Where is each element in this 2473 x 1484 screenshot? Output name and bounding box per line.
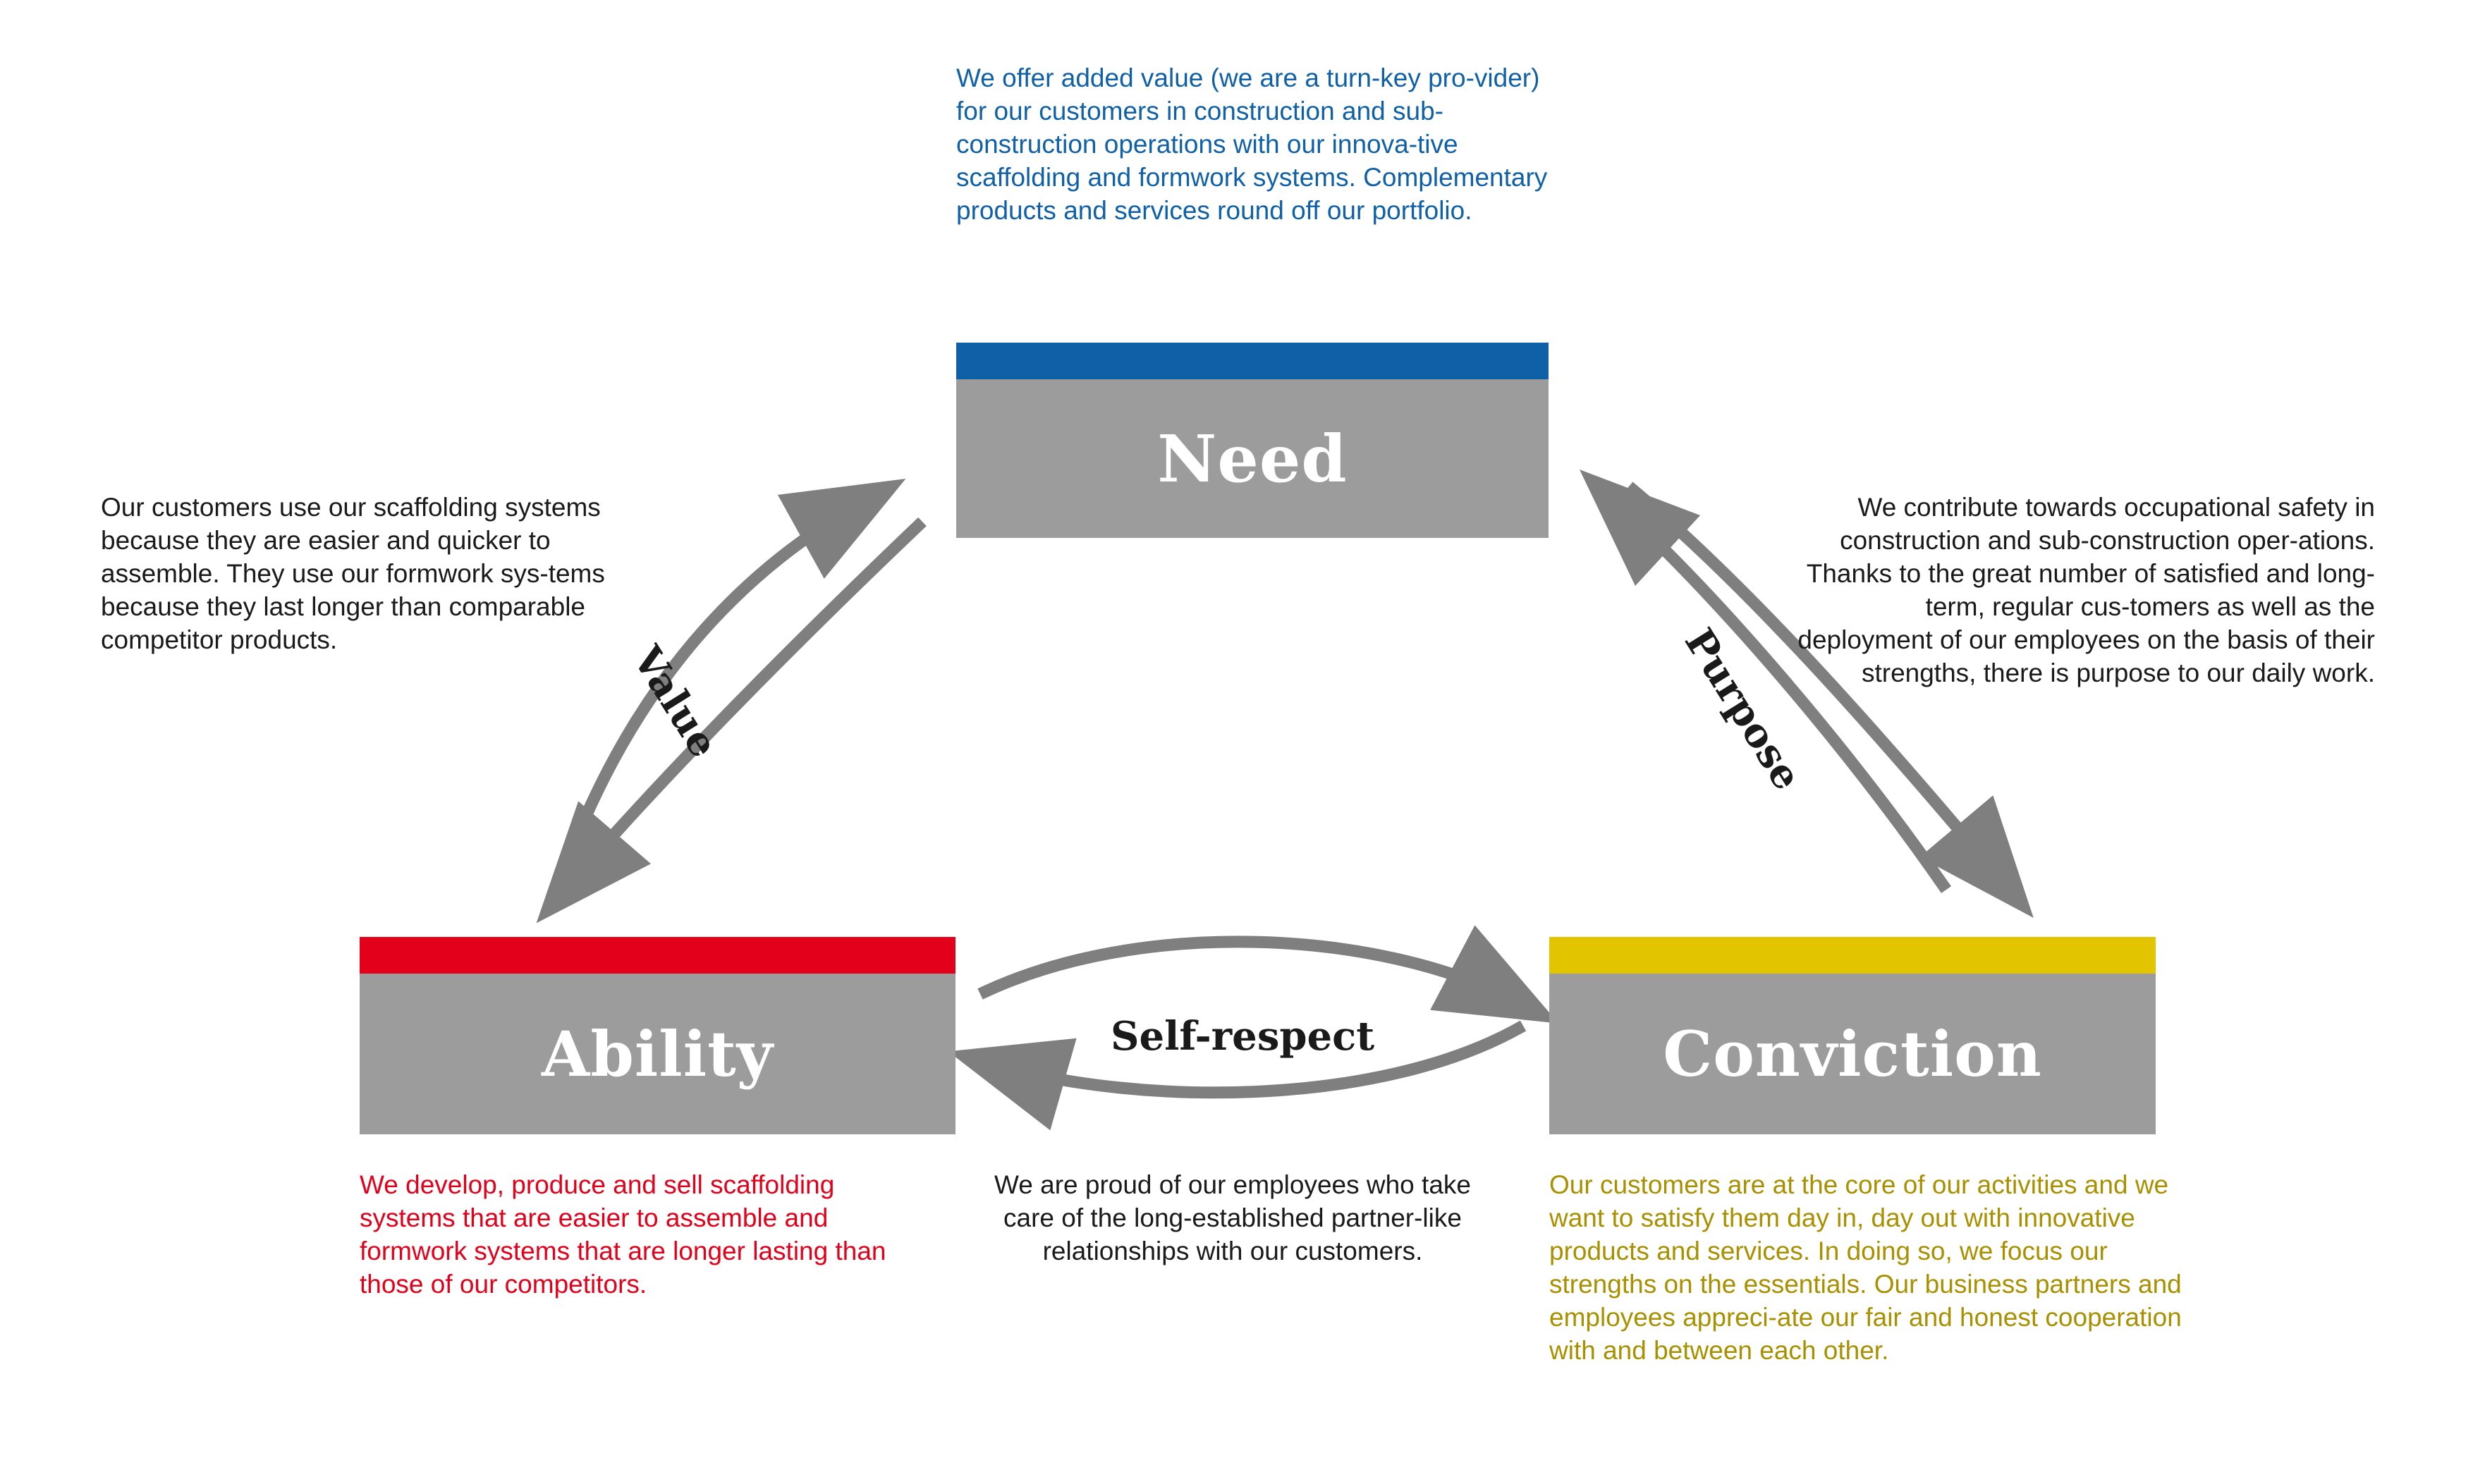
description-self-respect: We are proud of our employees who take care of the long-established partner-like relationships with our customers. — [994, 1170, 1471, 1265]
node-ability-accent-bar — [360, 937, 955, 974]
arrow-label-self-respect: Self-respect — [1111, 1013, 1375, 1060]
node-need-title: Need — [1157, 420, 1348, 497]
node-need-accent-bar — [956, 343, 1549, 379]
node-need-body — [956, 379, 1549, 538]
description-purpose: We contribute towards occupational safety in construction and sub-construction oper-ations. Thanks to the great number of satisfied and long-term, regular cus-tomers as well as the deployment of our employees on the basis of their strengths, there is purpose to our daily work. — [1797, 493, 2375, 687]
node-conviction-accent-bar — [1549, 937, 2156, 974]
description-need: We offer added value (we are a turn-key pro-vider) for our customers in construction and sub-construction operations with our innova-tive scaffolding and formwork systems. Complementary products and services round off our portfolio. — [956, 63, 1548, 225]
arrow-label-purpose: Purpose — [1675, 620, 1811, 799]
node-ability-title: Ability — [542, 1017, 774, 1091]
node-ability[interactable] — [360, 937, 955, 1134]
node-ability-body — [360, 974, 955, 1134]
description-conviction: Our customers are at the core of our activities and we want to satisfy them day in, day out with innovative products and services. In doing so, we focus our strengths on the essentials. Our business partners and employees appreci-ate our fair and honest cooperation with and between each other. — [1549, 1170, 2182, 1365]
description-ability: We develop, produce and sell scaffolding systems that are easier to assemble and formwork systems that are longer lasting than those of our competitors. — [360, 1170, 886, 1299]
arrow-ability-to-conviction — [980, 942, 1516, 1001]
arrow-label-value: Value — [623, 638, 728, 766]
node-conviction-title: Conviction — [1663, 1017, 2042, 1091]
node-need[interactable] — [956, 343, 1549, 538]
node-conviction-body — [1549, 974, 2156, 1134]
description-value: Our customers use our scaffolding systems because they are easier and quicker to assemble. They use our formwork sys-tems because they last longer than comparable competitor products. — [101, 493, 605, 654]
node-conviction[interactable] — [1549, 937, 2156, 1134]
